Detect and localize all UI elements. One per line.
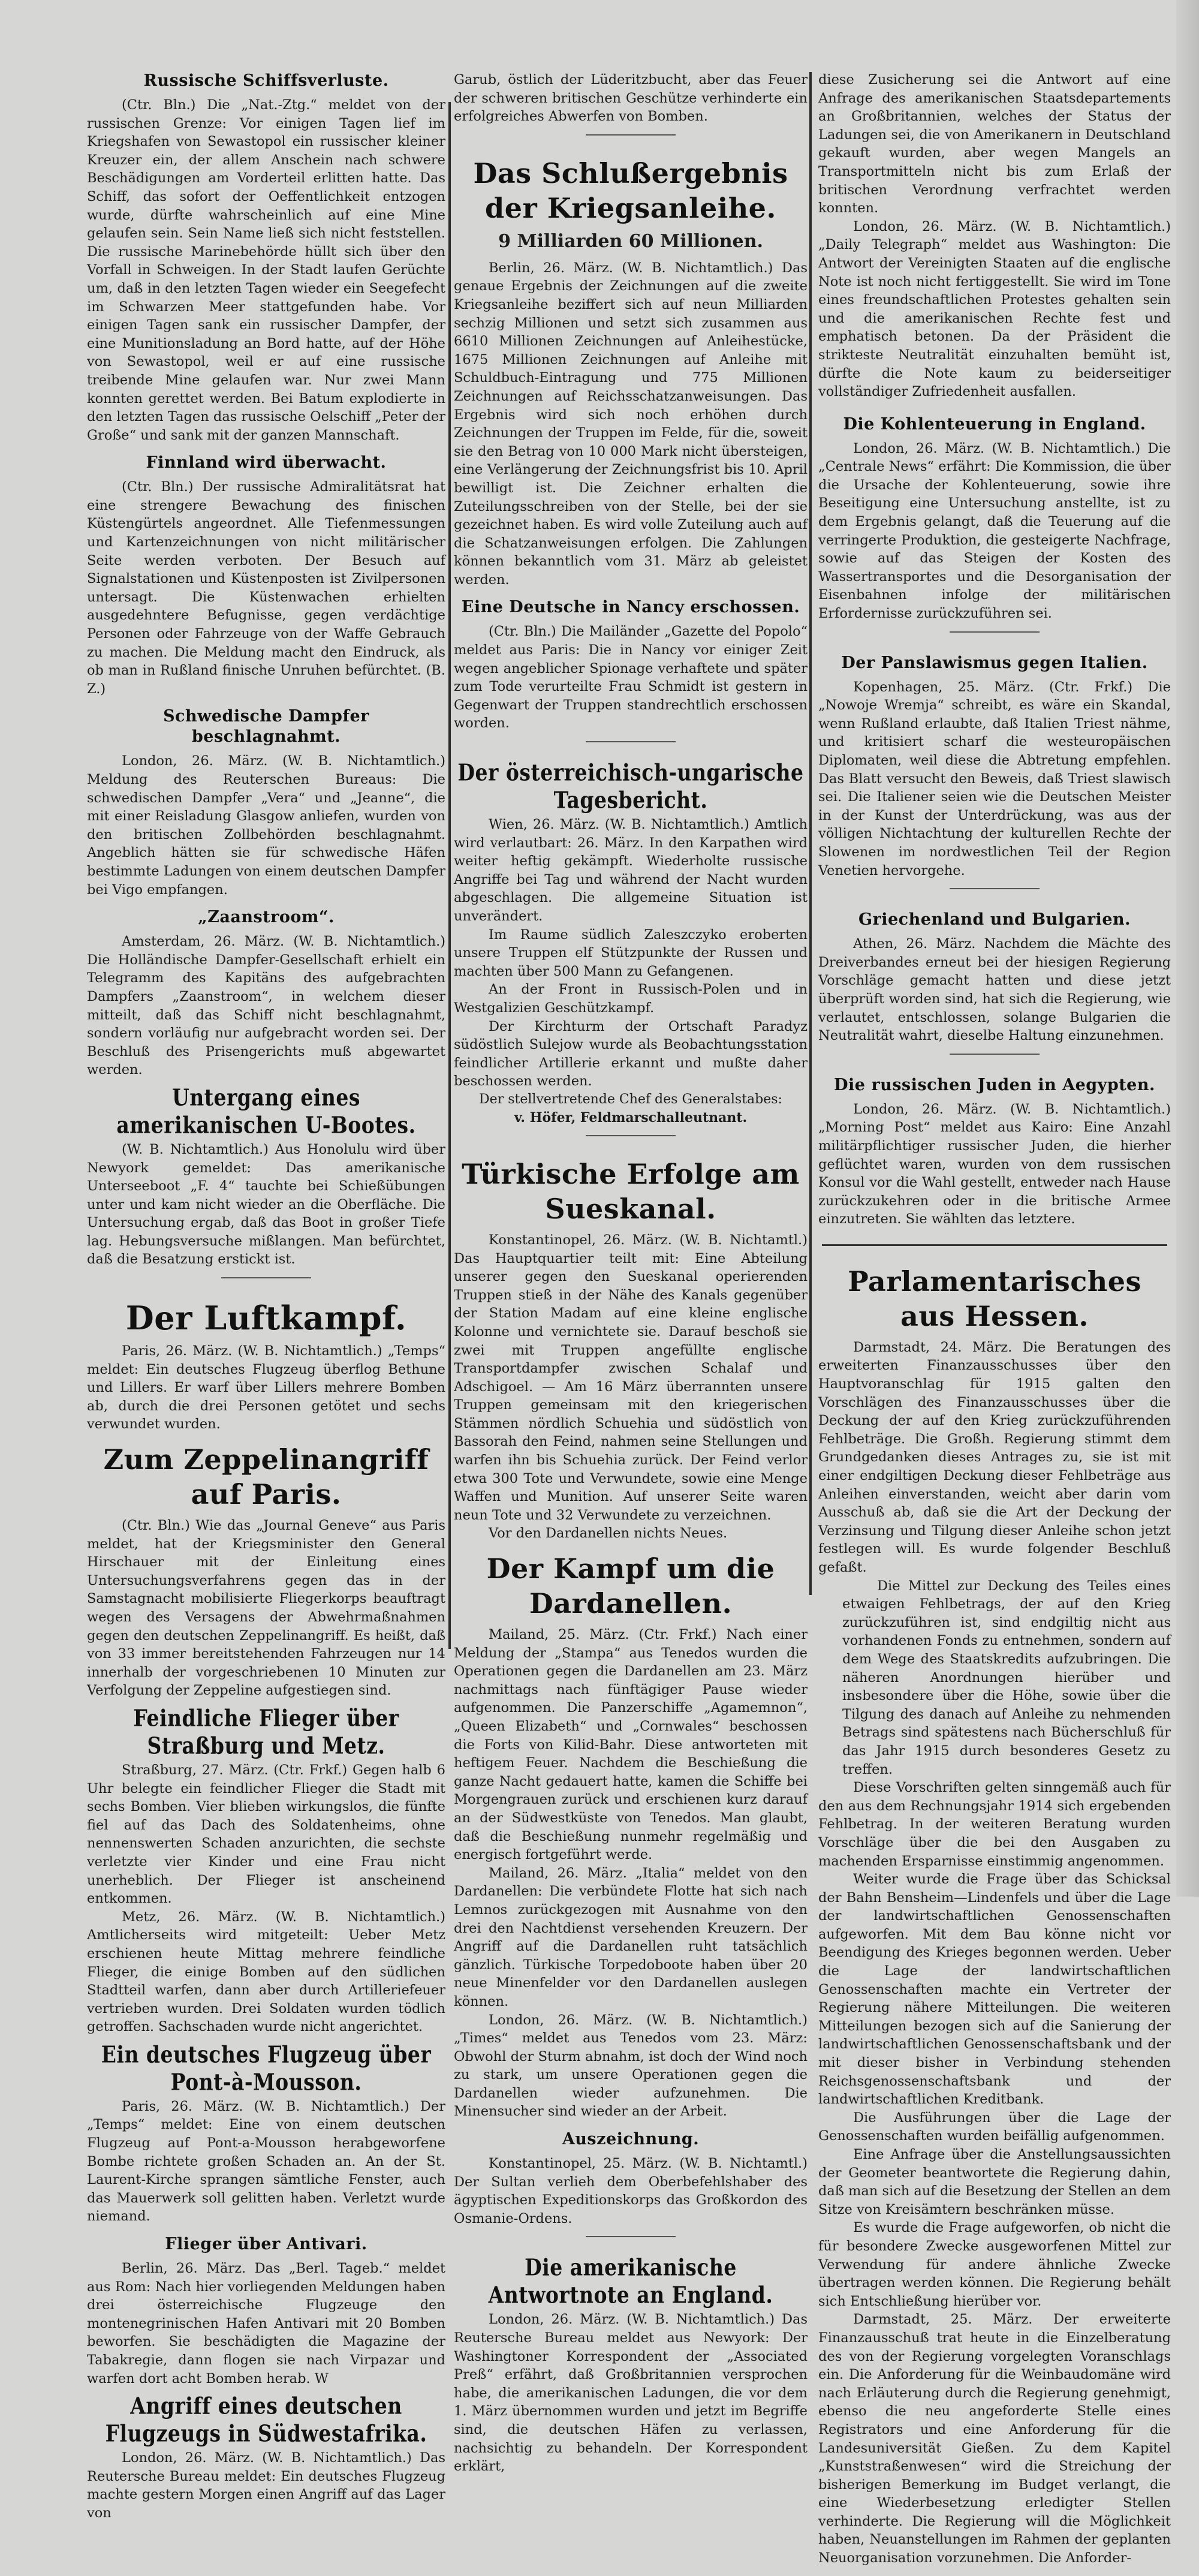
headline: Die amerikanische Antwortnote an England. — [488, 2254, 773, 2309]
article-body: (Ctr. Bln.) Wie das „Journal Geneve“ aus Paris meldet, hat der Kriegsminister den General Hirschauer mit der Einleitung eines Untersuchungsverfahrens gegen das in der Samstagnacht mobilisierte Fliegerkorps beauftragt wegen des Versagens der Abwehrmaßnahmen gegen den deutschen Zeppelinangriff. Es heißt, daß von 33 immer bereitstehenden Fahrzeugen nur 14 innerhalb der vorgeschriebenen 10 Minuten zur Verfolgung der Zeppeline aufgestiegen sind. — [87, 1518, 445, 1699]
column-2 — [454, 71, 808, 2484]
column-divider — [809, 72, 812, 1595]
article-body: London, 26. März. (W. B. Nichtamtlich.) Die „Centrale News“ erfährt: Die Kommission, die über die Ursache der Kohlenteuerung, sowie ihre Beseitigung eine Untersuchung anstellte, ist zu dem Ergebnis gelangt, daß die Teuerung auf die verringerte Produktion, die gesteigerte Nachfrage, sowie auf das Steigen der Kosten des Wassertransportes und die Desorganisation der Eisenbahnen infolge der militärischen Erfordernisse zurückzuführen sei. — [818, 440, 1171, 622]
article-u-boot — [87, 1084, 445, 1278]
article-body: Kopenhagen, 25. März. (Ctr. Frkf.) Die „Nowoje Wremja“ schreibt, es wäre ein Skandal, wenn Rußland erlaubte, daß Italien Triest nähme, und kritisiert scharf die westeuropäischen Diplomaten, weil diese die Abtretung empfehlen. Das Blatt versucht den Beweis, daß Triest slawisch sei. Die Italiener seien wie die Deutschen Meister in der Kunst der Unterdrückung, was aus der völligen Nichtachtung der kulturellen Rechte der Slowenen im nordwestlichen Teil der Region Venetien hervorgehe. — [818, 679, 1171, 878]
article-tagesbericht — [454, 759, 808, 1136]
headline: Eine Deutsche in Nancy erschossen. — [461, 598, 800, 617]
article-russische-schiffsverluste — [87, 71, 445, 444]
headline: Der Luftkampf. — [125, 1299, 407, 1338]
article-body: Berlin, 26. März. (W. B. Nichtamtlich.) Das genaue Ergebnis der Zeichnungen auf die zweite Kriegsanleihe beziffert sich auf neun Milliarden sechzig Millionen und setzt sich zusammen aus 6610 Millionen Zeichnungen auf Anleihestücke, 1675 Millionen Zeichnungen auf Anleihe mit Schuldbuch-Eintragung und 775 Millionen Zeichnungen auf Reichsschatzanweisungen. Das Ergebnis wird sich noch erhöhen durch Zeichnungen der Truppen im Felde, für die, soweit sie den Betrag von 10 000 Mark nicht übersteigen, eine Verlängerung der Zeichnungsfrist bis 10. April bewilligt ist. Die Zeichner erhalten die Zuteilungsschreiben von der Stelle, bei der sie gezeichnet haben. Es wird volle Zuteilung auch auf die Schatzanweisungen erfolgen. Die Zahlungen können bekanntlich vom 31. März ab geleistet werden. — [454, 260, 808, 588]
column-3 — [818, 71, 1171, 2576]
separator-rule — [950, 888, 1040, 889]
signoff-name: v. Höfer, Feldmarschalleutnant. — [514, 1109, 748, 1126]
article-body: (Ctr. Bln.) Die „Nat.-Ztg.“ meldet von der russischen Grenze: Vor einigen Tagen lief im Kriegshafen von Sewastopol ein russischer kleiner Kreuzer ein, der allem Anschein nach schwere Beschädigungen am Vorderteil erlitten hatte. Das Schiff, das sofort der Oeffentlichkeit entzogen wurde, dürfte wahrscheinlich auf eine Mine gelaufen sein. Sein Name ließ sich nicht feststellen. Die russische Marinebehörde hüllt sich über den Vorfall in Schweigen. In der Stadt laufen Gerüchte um, daß in den letzten Tagen wieder ein Seegefecht im Schwarzen Meer stattgefunden habe. Vor einigen Tagen sank ein russischer Dampfer, der eine Munitionsladung an Bord hatte, auf der Höhe von Sewastopol, weil er auf eine russische treibende Mine gelaufen war. Nur zwei Mann konnten gerettet werden. Bei Batum explodierte in den letzten Tagen das russische Oelschiff „Peter der Große“ und sank mit der ganzen Mannschaft. — [87, 97, 445, 443]
article-dardanellen — [454, 1551, 808, 2121]
subheadline: 9 Milliarden 60 Millionen. — [498, 230, 763, 252]
article-auszeichnung — [454, 2129, 808, 2237]
article-body: Der Kirchturm der Ortschaft Paradyz südöstlich Sulejow wurde als Beobachtungsstation feindlicher Artillerie erkannt und mußte daher beschossen werden. — [454, 1018, 808, 1090]
headline: Untergang eines amerikanischen U-Bootes. — [116, 1084, 416, 1139]
article-body: Wien, 26. März. (W. B. Nichtamtlich.) Amtlich wird verlautbart: 26. März. In den Karpathen wird weiter heftig gekämpft. Wiederholte russische Angriffe bei Tag und während der Nacht wurden abgeschlagen. Die allgemeine Situation ist unverändert. — [454, 817, 808, 924]
article-body: London, 26. März. (W. B. Nichtamtlich.) Das Reutersche Bureau meldet: Ein deutsches Flugzeug machte gestern Morgen einen Angriff auf das Lager von — [87, 2450, 445, 2521]
article-body: Im Raume südlich Zaleszczyko eroberten unsere Truppen elf Stützpunkte der Russen und machten über 500 Mann zu Gefangenen. — [454, 926, 808, 979]
article-antwortnote — [454, 2254, 808, 2475]
headline: Griechenland und Bulgarien. — [858, 910, 1131, 929]
article-body: Paris, 26. März. (W. B. Nichtamtlich.) Der „Temps“ meldet: Eine von einem deutschen Flugzeug auf Pont-a-Mousson herabgeworfene Bombe richtete großen Schaden an. An der St. Laurent-Kirche sprangen sämtliche Fenster, auch das Mauerwerk soll gelitten haben. Verletzt wurde niemand. — [87, 2098, 445, 2225]
column-1 — [87, 71, 445, 2531]
article-parlamentarisches-hessen — [818, 1264, 1171, 2568]
article-body: Eine Anfrage über die Anstellungsaussichten der Geometer beantwortete die Regierung dahin, daß man sich auf die Besetzung der Stellen an dem Sitze von Kreisämtern beschränken müsse. — [818, 2147, 1171, 2217]
article-kriegsanleihe — [454, 156, 808, 589]
article-body: Straßburg, 27. März. (Ctr. Frkf.) Gegen halb 6 Uhr belegte ein feindlicher Flieger die Stadt mit sechs Bomben. Vier blieben wirkungslos, die fünfte fiel auf das Dach des Soldatenheims, ohne nennenswerten Schaden anzurichten, die sechste verletzte vier Kinder und eine Frau nicht unerheblich. Der Flieger ist anscheinend entkommen. — [87, 1762, 445, 1907]
signoff-title: Der stellvertretende Chef des Generalstabes: — [479, 1091, 782, 1107]
article-panslawismus — [818, 653, 1171, 890]
article-body: Amsterdam, 26. März. (W. B. Nichtamtlich.) Die Holländische Dampfer-Gesellschaft erhielt ein Telegramm des Kapitäns des aufgebrachten Dampfers „Zaanstroom“, in welchem dieser mitteilt, daß das Schiff nicht beschlagnahmt, sondern vorläufig nur aufgebracht worden sei. Der Beschluß des Prisengerichts muß abgewartet werden. — [87, 934, 445, 1078]
separator-rule — [950, 631, 1040, 633]
headline: Der österreichisch-ungarische Tagesbericht. — [457, 759, 804, 814]
article-griechenland — [818, 910, 1171, 1055]
article-antivari — [87, 2234, 445, 2388]
continuation-text: diese Zusicherung sei die Antwort auf eine Anfrage des amerikanischen Staatsdepartements an Großbritannien, welches der Status der Ladungen sei, die von Amerikanern in Deutschland gekauft wurden, aber wegen Mangels an Transportmitteln nicht bis zum Erlaß der britischen Verordnung verfrachtet werden konnten. — [818, 72, 1171, 216]
headline: Russische Schiffsverluste. — [143, 71, 389, 90]
separator-rule — [221, 1277, 311, 1278]
article-schwedische-dampfer — [87, 706, 445, 899]
article-body: Metz, 26. März. (W. B. Nichtamtlich.) Amtlicherseits wird mitgeteilt: Ueber Metz erschienen heute Mittag mehrere feindliche Flieger, die einige Bomben auf den südlichen Stadtteil warfen, dann aber durch Artilleriefeuer vertrieben wurden. Drei Soldaten wurden tödlich getroffen. Sachschaden wurde nicht angerichtet. — [87, 1909, 445, 2035]
continuation-text: Garub, östlich der Lüderitzbucht, aber das Feuer der schweren britischen Geschütze verhinderte ein erfolgreiches Abwerfen von Bomben. — [454, 72, 808, 125]
headline: Finnland wird überwacht. — [146, 453, 387, 473]
headline: Auszeichnung. — [562, 2130, 700, 2149]
article-body: Die Ausführungen über die Lage der Genossenschaften wurden beifällig aufgenommen. — [818, 2109, 1171, 2144]
article-body: (W. B. Nichtamtlich.) Aus Honolulu wird über Newyork gemeldet: Das amerikanische Unterseeboot „F. 4“ tauchte bei Schießübungen unter und kam nicht wieder an die Oberfläche. Die Untersuchung ergab, daß das Boot in großer Tiefe lag. Hebungsversuche mißlangen. Man befürchtet, daß die Besatzung erstickt ist. — [87, 1141, 445, 1268]
separator-rule — [586, 134, 676, 136]
article-sueskanal — [454, 1157, 808, 1543]
headline: Die Kohlenteuerung in England. — [843, 414, 1146, 434]
article-suedwestafrika — [87, 2393, 445, 2522]
headline: „Zaanstroom“. — [198, 908, 335, 927]
article-flieger-strassburg — [87, 1704, 445, 2036]
separator-rule — [586, 1135, 676, 1136]
article-kohlenteuerung — [818, 414, 1171, 633]
resolution-quote: Die Mittel zur Deckung des Teiles eines etwaigen Fehlbetrags, der auf den Krieg zurückzuführen ist, sind endgiltig nicht aus vorhandenen Fonds zu entnehmen, sondern auf dem Wege des Staatskredits aufzubringen. Die näheren Anordnungen hierüber und insbesondere über die Höhe, sowie über die Tilgung des danach auf Anleihe zu nehmenden Betrags sind spätestens nach Bücherschluß für das Jahr 1915 durch besonderes Gesetz zu treffen. — [842, 1578, 1171, 1777]
headline: Feindliche Flieger über Straßburg und Metz. — [133, 1704, 399, 1759]
article-body: Athen, 26. März. Nachdem die Mächte des Dreiverbandes erneut bei der hiesigen Regierung Vorschläge gemacht hatten und diese jetzt überprüft worden sind, hat sich die Regierung, wie verlautet, entschlossen, solange Bulgarien die Neutralität wahrt, dieselbe Haltung einzunehmen. — [818, 936, 1171, 1044]
headline: Flieger über Antivari. — [165, 2235, 367, 2254]
headline: Parlamentarisches aus Hessen. — [848, 1265, 1141, 1332]
article-body: (Ctr. Bln.) Die Mailänder „Gazette del Popolo“ meldet aus Paris: Die in Nancy vor einiger Zeit wegen angeblicher Spionage verhaftete und später zum Tode verurteilte Frau Schmidt ist gestern in Gegenwart der Truppen standrechtlich erschossen worden. — [454, 624, 808, 732]
article-body: (Ctr. Bln.) Der russische Admiralitätsrat hat eine strengere Bewachung des finischen Küstengürtels angeordnet. Alle Tiefenmessungen und Kartenzeichnungen von nicht militärischer Seite werden verboten. Der Besuch auf Signalstationen und Küstenposten ist Zivilpersonen untersagt. Die Küstenwachen erhielten ausgedehntere Befugnisse, gegen verdächtige Personen oder Fahrzeuge von der Waffe Gebrauch zu machen. Die Meldung macht den Eindruck, als ob man in Rußland finische Unruhen befürchtet. (B. Z.) — [87, 479, 445, 697]
article-body: Konstantinopel, 26. März. (W. B. Nichtamtl.) Das Hauptquartier teilt mit: Eine Abteilung unserer gegen den Sueskanal operierenden Truppen stieß in der Nähe des Kanals gegenüber der Station Madam auf eine kleine englische Kolonne und vernichtete sie. Darauf beschoß sie zwei mit Truppen angefüllte englische Transportdampfer zwischen Schalaf und Adschigoel. — Am 16 März überrannten unsere Truppen gemeinsam mit den kriegerischen Stämmen nördlich Schuehia und südöstlich von Bassorah den Feind, nahmen seine Stellungen und warfen ihn bis Schuehia zurück. Der Feind verlor etwa 300 Tote und Verwundete, sowie eine Menge Waffen und Munition. Auf unserer Seite waren neun Tote und 32 Verwundete zu verzeichnen. — [454, 1232, 808, 1523]
headline: Angriff eines deutschen Flugzeugs in Südwestafrika. — [105, 2393, 427, 2448]
headline: Die russischen Juden in Aegypten. — [834, 1075, 1155, 1094]
article-luftkampf — [87, 1299, 445, 1434]
article-body: Mailand, 25. März. (Ctr. Frkf.) Nach einer Meldung der „Stampa“ aus Tenedos wurden die Operationen gegen die Dardanellen am 23. März nachmittags nach fünftägiger Pause wieder aufgenommen. Die Panzerschiffe „Agamemnon“, „Queen Elizabeth“ und „Cornwales“ beschossen die Forts von Kilid-Bahr. Diese antworteten mit heftigem Feuer. Nachdem die Beschießung die ganze Nacht gedauert hatte, kamen die Schiffe bei Morgengrauen zurück und erschienen kurz darauf an der Südwestküste von Tenedos. Man glaubt, daß die Beschießung nunmehr regelmäßig und energisch fortgeführt werde. — [454, 1627, 808, 1863]
article-body: Paris, 26. März. (W. B. Nichtamtlich.) „Temps“ meldet: Ein deutsches Flugzeug überflog Bethune und Lillers. Er warf über Lillers mehrere Bomben ab, durch die drei Personen getötet und sechs verwundet wurden. — [87, 1343, 445, 1433]
headline: Schwedische Dampfer beschlagnahmt. — [163, 707, 369, 747]
article-body: Darmstadt, 25. März. Der erweiterte Finanzausschuß trat heute in die Einzelberatung des von der Regierung vorgelegten Voranschlags ein. Die Anforderung für die Weinbaudomäne wird nach Erläuterung durch die Regierung genehmigt, ebenso die neu angeforderte Stelle eines Registrators und eine Anforderung für die Landesuniversität Gießen. Zu dem Kapitel „Kunststraßenwesen“ wird die Streichung der bisherigen Bemerkung im Budget verlangt, die eine Wiederbesetzung erledigter Stellen verhinderte. Die Regierung will die Möglichkeit haben, Neuanstellungen im Rahmen der geplanten Neuorganisation vorzunehmen. Die Anforder- — [818, 2312, 1171, 2566]
article-zeppelinangriff — [87, 1442, 445, 1700]
headline: Das Schlußergebnis der Kriegsanleihe. — [473, 157, 788, 224]
page-edge-shadow — [1176, 0, 1199, 1897]
article-nancy — [454, 597, 808, 742]
article-body: Konstantinopel, 25. März. (W. B. Nichtamtl.) Der Sultan verlieh dem Oberbefehlshaber des ägyptischen Expeditionskorps das Großkordon des Osmanie-Ordens. — [454, 2156, 808, 2226]
headline: Türkische Erfolge am Sueskanal. — [462, 1157, 800, 1225]
article-body: An der Front in Russisch-Polen und in Westgalizien Geschützkampf. — [454, 982, 808, 1016]
separator-rule — [950, 1054, 1040, 1055]
headline: Der Kampf um die Dardanellen. — [486, 1552, 775, 1620]
article-body: Diese Vorschriften gelten sinngemäß auch für den aus dem Rechnungsjahr 1914 sich ergebenden Fehlbetrag. In der weiteren Beratung wurden Vorschläge über die bei den Ausgaben zu machenden Ersparnisse einstimmig angenommen. — [818, 1780, 1171, 1869]
article-body: Es wurde die Frage aufgeworfen, ob nicht die für besondere Zwecke ausgeworfenen Mittel zur Verwendung für andere ähnliche Zwecke übertragen werden können. Die Regierung behält sich Entschließung hierüber vor. — [818, 2220, 1171, 2309]
headline: Zum Zeppelinangriff auf Paris. — [103, 1443, 429, 1511]
headline: Ein deutsches Flugzeug über Pont-à-Mousson. — [101, 2041, 432, 2096]
section-rule — [822, 1244, 1167, 1246]
continuation-text: London, 26. März. (W. B. Nichtamtlich.) „Daily Telegraph“ meldet aus Washington: Die Antwort der Vereinigten Staaten auf die englische Note ist noch nicht fertiggestellt. Sie wird im Tone eines freundschaftlichen Protestes gehalten sein und die amerikanischen Rechte fest und emphatisch betonen. Da der Präsident die strikteste Neutralität einzuhalten bemüht ist, dürfte die Note kaum zu beiderseitiger vollständiger Zufriedenheit ausfallen. — [818, 218, 1171, 400]
headline: Der Panslawismus gegen Italien. — [841, 653, 1148, 672]
separator-rule — [586, 2236, 676, 2237]
article-body: Darmstadt, 24. März. Die Beratungen des erweiterten Finanzausschusses über den Hauptvoranschlag für 1915 galten den Vorschlägen des Finanzausschusses über die Deckung der auf den Krieg zurückzuführenden Fehlbeträge. Die Großh. Regierung stimmt dem Grundgedanken dieses Antrages zu, sie ist mit einer endgiltigen Deckung dieser Fehlbeträge aus Anleihen einverstanden, weicht aber darin vom Ausschuß ab, daß sie die Art der Deckung der Verzinsung und Tilgung dieser Anleihe schon jetzt festlegen will. Es wurde folgender Beschluß gefaßt. — [818, 1339, 1171, 1575]
article-body: London, 26. März. (W. B. Nichtamtlich.) Meldung des Reuterschen Bureaus: Die schwedischen Dampfer „Vera“ und „Jeanne“, die mit einer Reisladung Glasgow anliefen, wurden von den britischen Zollbehörden beschlagnahmt. Angeblich hätten sie für schwedische Häfen bestimmte Ladungen von einem deutschen Dampfer bei Vigo empfangen. — [87, 753, 445, 898]
article-finnland — [87, 453, 445, 698]
article-juden-aegypten — [818, 1075, 1171, 1246]
article-body: Vor den Dardanellen nichts Neues. — [489, 1525, 728, 1542]
article-zaanstroom — [87, 907, 445, 1079]
article-body: London, 26. März. (W. B. Nichtamtlich.) „Times“ meldet aus Tenedos vom 23. März: Obwohl der Sturm abnahm, ist doch der Wind noch zu stark, um unsere Operationen gegen die Dardanellen wieder aufzunehmen. Die Minensucher sind wieder an der Arbeit. — [454, 2012, 808, 2120]
article-body: London, 26. März. (W. B. Nichtamtlich.) „Morning Post“ meldet aus Kairo: Eine Anzahl militärpflichtiger russischer Juden, die hierher geflüchtet waren, wurden von dem russischen Konsul vor die Wahl gestellt, entweder nach Hause zurückzukehren oder in die britische Armee einzutreten. Sie wählten das letztere. — [818, 1101, 1171, 1227]
article-body: Berlin, 26. März. Das „Berl. Tageb.“ meldet aus Rom: Nach hier vorliegenden Meldungen haben drei österreichische Flugzeuge den montenegrinischen Hafen Antivari mit 20 Bomben beworfen. Sie beschädigten die Magazine der Tabakregie, dann flogen sie nach Virpazar und warfen dort acht Bomben herab. W — [87, 2261, 445, 2387]
article-body: Mailand, 26. März. „Italia“ meldet von den Dardanellen: Die verbündete Flotte hat sich nach Lemnos zurückgezogen mit Ausnahme von den drei den Nachtdienst versehenden Kreuzern. Der Angriff auf die Dardanellen ruht tatsächlich gänzlich. Türkische Torpedoboote haben über 20 neue Minenfelder vor den Dardanellen auslegen können. — [454, 1865, 808, 2009]
separator-rule — [586, 741, 676, 742]
article-body: Weiter wurde die Frage über das Schicksal der Bahn Bensheim—Lindenfels und über die Lage der landwirtschaftlichen Genossenschaften aufgeworfen. Mit dem Bau könne nicht vor Beendigung des Krieges begonnen werden. Ueber die Lage der landwirtschaftlichen Genossenschaften machte ein Vertreter der Regierung nähere Mitteilungen. Die weiteren Mitteilungen bezogen sich auf die Sanierung der landwirtschaftlichen Genossenschaftsbank und der mit dieser bisher in Verbindung stehenden Reichsgenossenschaftsbank und der landwirtschaftlichen Kreditbank. — [818, 1871, 1171, 2108]
article-pont-a-mousson — [87, 2041, 445, 2226]
column-divider — [448, 102, 451, 1649]
article-body: London, 26. März. (W. B. Nichtamtlich.) Das Reutersche Bureau meldet aus Newyork: Der Washingtoner Korrespondent der „Associated Preß“ erfährt, daß Großbritannien versprochen habe, die amerikanischen Ladungen, die vor dem 1. März übernommen wurden und jetzt im Begriffe sind, die deutschen Häfen zu verlassen, nachsichtig zu behandeln. Der Korrespondent erklärt, — [454, 2312, 808, 2475]
